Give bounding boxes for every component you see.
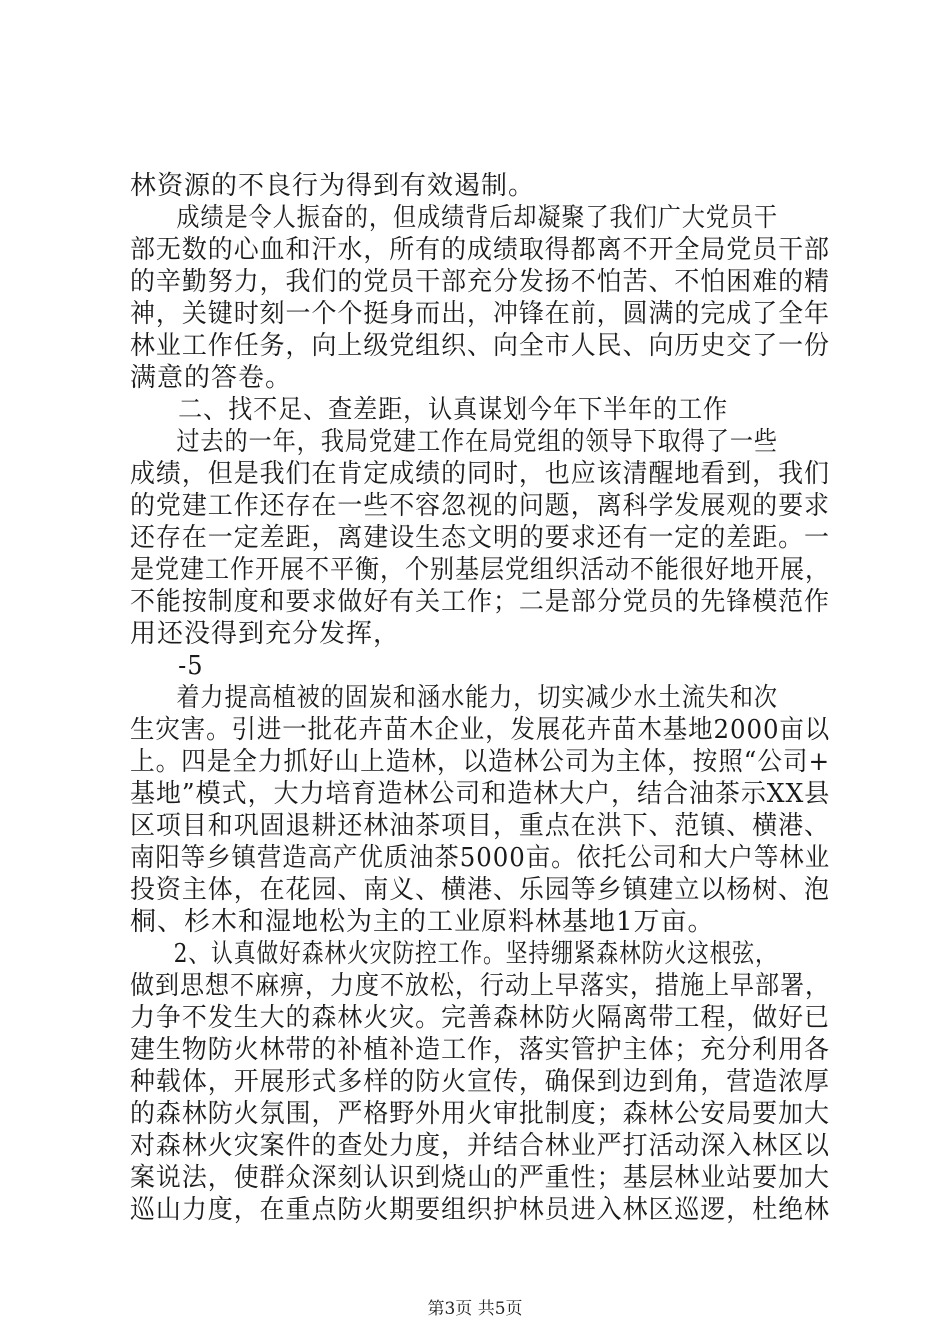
- text-line: 巡山力度，在重点防火期要组织护林员进入林区巡逻，杜绝林: [130, 1195, 831, 1225]
- text-line: 部无数的心血和汗水，所有的成绩取得都离不开全局党员干部: [130, 235, 831, 265]
- text-line: 建生物防火林带的补植补造工作，落实管护主体；充分利用各: [130, 1035, 831, 1065]
- text-line: 成绩，但是我们在肯定成绩的同时，也应该清醒地看到，我们: [130, 459, 831, 489]
- text-line: 生灾害。引进一批花卉苗木企业，发展花卉苗木基地2000亩以: [130, 715, 831, 745]
- text-line: 满意的答卷。: [130, 363, 293, 393]
- text-line: 用还没得到充分发挥，: [130, 619, 401, 649]
- text-line: 做到思想不麻痹，力度不放松，行动上早落实，措施上早部署，: [130, 971, 830, 1001]
- text-line: 的森林防火氛围，严格野外用火审批制度；森林公安局要加大: [130, 1099, 831, 1129]
- text-line: 着力提高植被的固炭和涵水能力，切实减少水土流失和次: [176, 683, 778, 713]
- text-line: 投资主体，在花园、南义、横港、乐园等乡镇建立以杨树、泡: [130, 875, 831, 905]
- text-line: 对森林火灾案件的查处力度，并结合林业严打活动深入林区以: [130, 1131, 831, 1161]
- text-line: 上。四是全力抓好山上造林，以造林公司为主体，按照“公司+: [130, 747, 831, 777]
- text-line: 是党建工作开展不平衡，个别基层党组织活动不能很好地开展，: [130, 555, 830, 585]
- text-line: -5: [178, 651, 204, 681]
- text-line: 林资源的不良行为得到有效遏制。: [130, 171, 536, 201]
- text-line: 2、认真做好森林火灾防控工作。坚持绷紧森林防火这根弦，: [173, 939, 778, 969]
- text-line: 基地”模式，大力培育造林公司和造林大户，结合油茶示XX县: [130, 779, 831, 809]
- text-line: 种载体，开展形式多样的防火宣传，确保到边到角，营造浓厚: [130, 1067, 831, 1097]
- text-line: 还存在一定差距，离建设生态文明的要求还有一定的差距。一: [130, 523, 831, 553]
- text-line: 的党建工作还存在一些不容忽视的问题，离科学发展观的要求: [130, 491, 831, 521]
- text-line: 的辛勤努力，我们的党员干部充分发扬不怕苦、不怕困难的精: [130, 267, 831, 297]
- text-line: 成绩是令人振奋的，但成绩背后却凝聚了我们广大党员干: [176, 203, 778, 233]
- page-footer: 第3页 共5页: [427, 1299, 523, 1319]
- text-line: 林业工作任务，向上级党组织、向全市人民、向历史交了一份: [130, 331, 831, 361]
- text-line: 不能按制度和要求做好有关工作；二是部分党员的先锋模范作: [130, 587, 831, 617]
- text-line: 过去的一年，我局党建工作在局党组的领导下取得了一些: [176, 427, 778, 457]
- text-line: 力争不发生大的森林火灾。完善森林防火隔离带工程，做好已: [130, 1003, 831, 1033]
- document-body: [130, 170, 830, 1226]
- text-line: 二、找不足、查差距，认真谋划今年下半年的工作: [178, 395, 729, 425]
- text-line: 区项目和巩固退耕还林油茶项目，重点在洪下、范镇、横港、: [130, 811, 831, 841]
- text-line: 南阳等乡镇营造高产优质油茶5000亩。依托公司和大户等林业: [130, 843, 831, 873]
- text-line: 案说法，使群众深刻认识到烧山的严重性；基层林业站要加大: [130, 1163, 831, 1193]
- text-line: 桐、杉木和湿地松为主的工业原料林基地1万亩。: [130, 907, 715, 937]
- text-line: 神，关键时刻一个个挺身而出，冲锋在前，圆满的完成了全年: [130, 299, 831, 329]
